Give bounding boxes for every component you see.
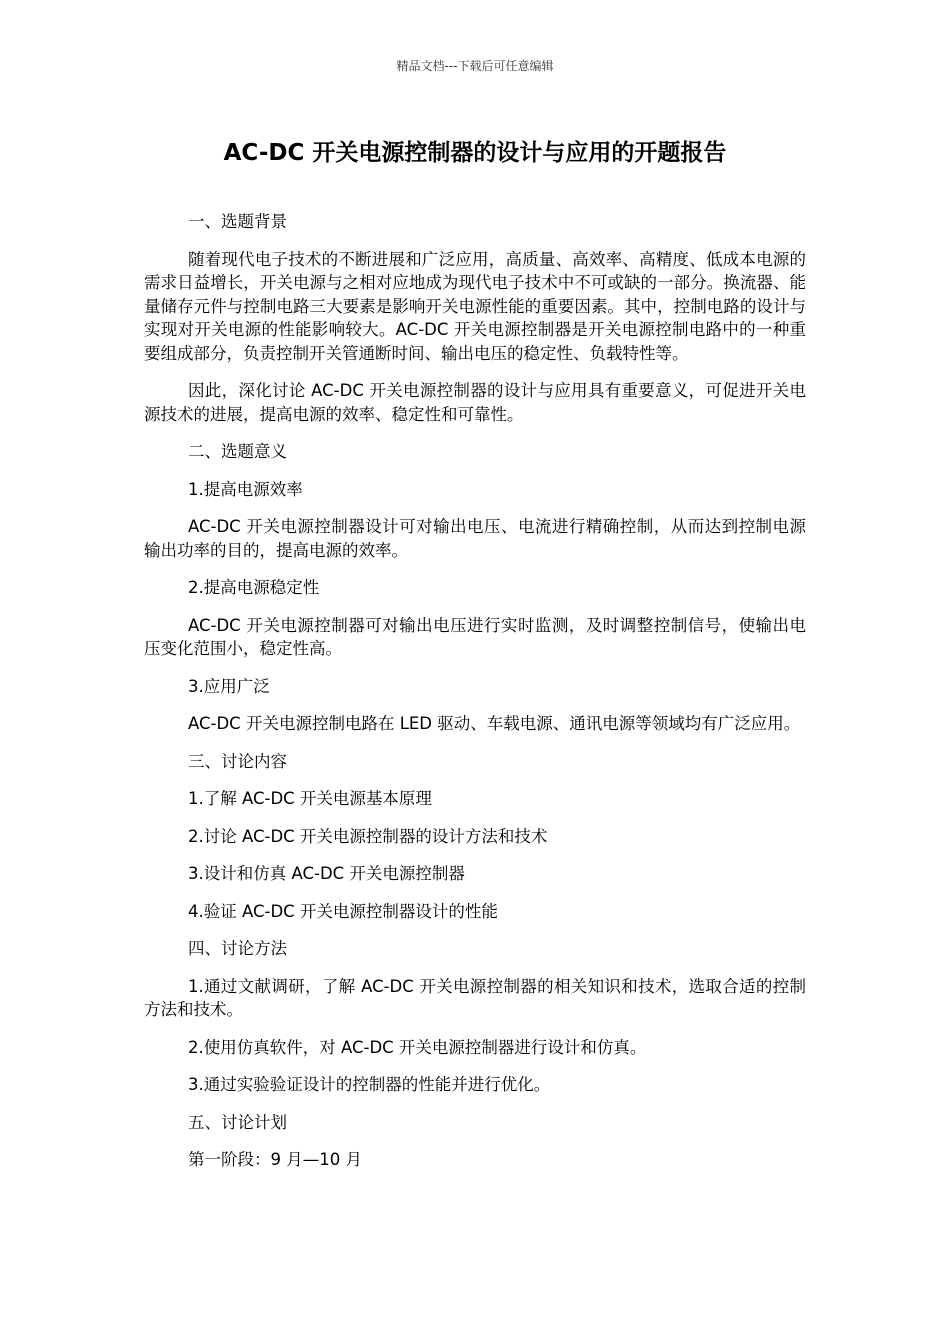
list-item-content-1: 1.了解 AC-DC 开关电源基本原理 — [188, 789, 432, 808]
section-heading-plan: 五、讨论计划 — [188, 1112, 287, 1132]
paragraph-efficiency: AC-DC 开关电源控制器设计可对输出电压、电流进行精确控制，从而达到控制电源输出功率的目的，提高电源的效率。 — [144, 517, 806, 560]
paragraph-application: AC-DC 开关电源控制电路在 LED 驱动、车载电源、通讯电源等领域均有广泛应用。 — [188, 714, 801, 733]
section-heading-significance: 二、选题意义 — [188, 442, 287, 461]
subheading-stability: 2.提高电源稳定性 — [188, 578, 320, 597]
list-item-content-4: 4.验证 AC-DC 开关电源控制器设计的性能 — [188, 901, 498, 921]
document-title: AC-DC 开关电源控制器的设计与应用的开题报告 — [223, 140, 727, 166]
subheading-application: 3.应用广泛 — [188, 676, 270, 696]
paragraph-background-1: 随着现代电子技术的不断进展和广泛应用，高质量、高效率、高精度、低成本电源的需求日益增长，开关电源与之相对应地成为现代电子技术中不可或缺的一部分。换流器、能量储存元件与控制电路三大要素是影响开关电源性能的重要因素。其中，控制电路的设计与实现对开关电源的性能影响较大。AC-DC 开关电源控制器是开关电源控制电路中的一种重要组成部分，负责控制开关管通断时间、输出电压的稳定性、负载特性等。 — [144, 249, 806, 363]
paragraph-stability: AC-DC 开关电源控制器可对输出电压进行实时监测，及时调整控制信号，使输出电压变化范围小，稳定性高。 — [144, 615, 806, 658]
list-item-method-1: 1.通过文献调研，了解 AC-DC 开关电源控制器的相关知识和技术，选取合适的控制方法和技术。 — [144, 976, 806, 1019]
plan-stage-1: 第一阶段：9 月—10 月 — [188, 1150, 362, 1169]
header-note: 精品文档---下载后可任意编辑 — [396, 59, 554, 73]
section-heading-content: 三、讨论内容 — [188, 751, 287, 771]
document-body — [144, 210, 806, 1186]
list-item-method-2: 2.使用仿真软件，对 AC-DC 开关电源控制器进行设计和仿真。 — [188, 1037, 647, 1057]
subheading-efficiency: 1.提高电源效率 — [188, 479, 303, 499]
section-heading-methods: 四、讨论方法 — [188, 939, 287, 958]
paragraph-background-2: 因此，深化讨论 AC-DC 开关电源控制器的设计与应用具有重要意义，可促进开关电源技术的进展，提高电源的效率、稳定性和可靠性。 — [144, 381, 806, 424]
list-item-content-3: 3.设计和仿真 AC-DC 开关电源控制器 — [188, 864, 465, 883]
list-item-method-3: 3.通过实验验证设计的控制器的性能并进行优化。 — [188, 1075, 551, 1094]
list-item-content-2: 2.讨论 AC-DC 开关电源控制器的设计方法和技术 — [188, 826, 548, 846]
section-heading-background: 一、选题背景 — [188, 212, 287, 231]
